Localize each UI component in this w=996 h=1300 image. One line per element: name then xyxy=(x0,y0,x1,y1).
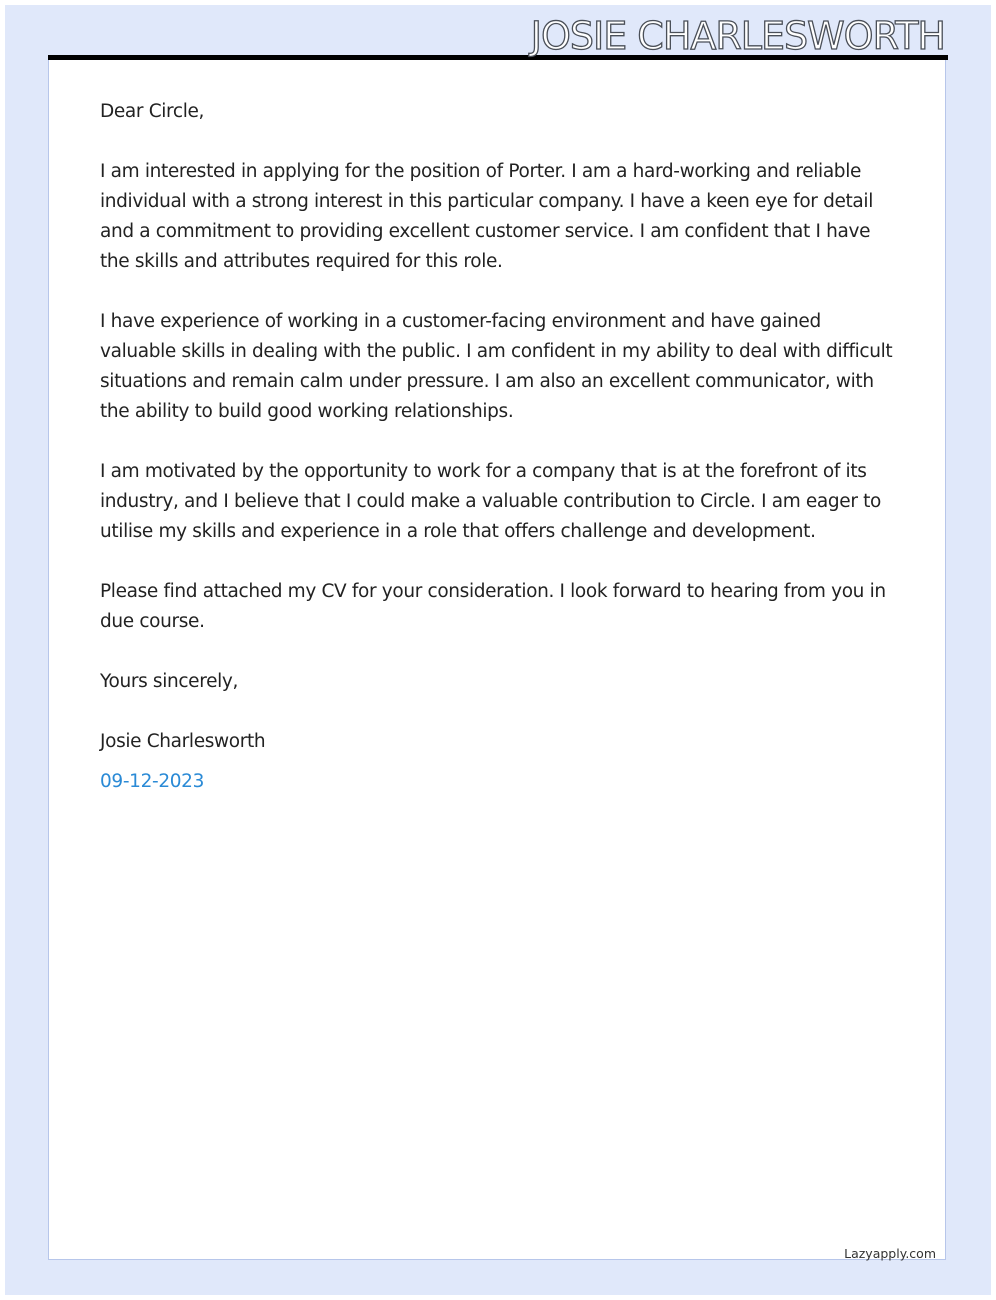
letter-date: 09-12-2023 xyxy=(100,771,205,792)
letter-body xyxy=(100,97,900,797)
paragraph-2: I have experience of working in a customer-facing environment and have gained valuable skills in dealing with the public. I am confident in my ability to deal with difficult situations and remain calm under pressure. I am also an excellent communicator, with the ability to build good working relationships. xyxy=(100,311,893,422)
paragraph-1: I am interested in applying for the position of Porter. I am a hard-working and reliable individual with a strong interest in this particular company. I have a keen eye for detail and a commitment to providing excellent customer service. I am confident that I have the skills and attributes required for this role. xyxy=(100,161,873,272)
signature-name: Josie Charlesworth xyxy=(100,731,266,752)
salutation: Dear Circle, xyxy=(100,101,205,122)
paragraph-3: I am motivated by the opportunity to work for a company that is at the forefront of its industry, and I believe that I could make a valuable contribution to Circle. I am eager to utilise my skills and experience in a role that offers challenge and development. xyxy=(100,461,881,542)
paragraph-4: Please find attached my CV for your consideration. I look forward to hearing from you in due course. xyxy=(100,581,886,632)
closing: Yours sincerely, xyxy=(100,671,239,692)
footer-brand: Lazyapply.com xyxy=(844,1246,936,1261)
applicant-name-heading: JOSIE CHARLESWORTH xyxy=(530,14,945,58)
